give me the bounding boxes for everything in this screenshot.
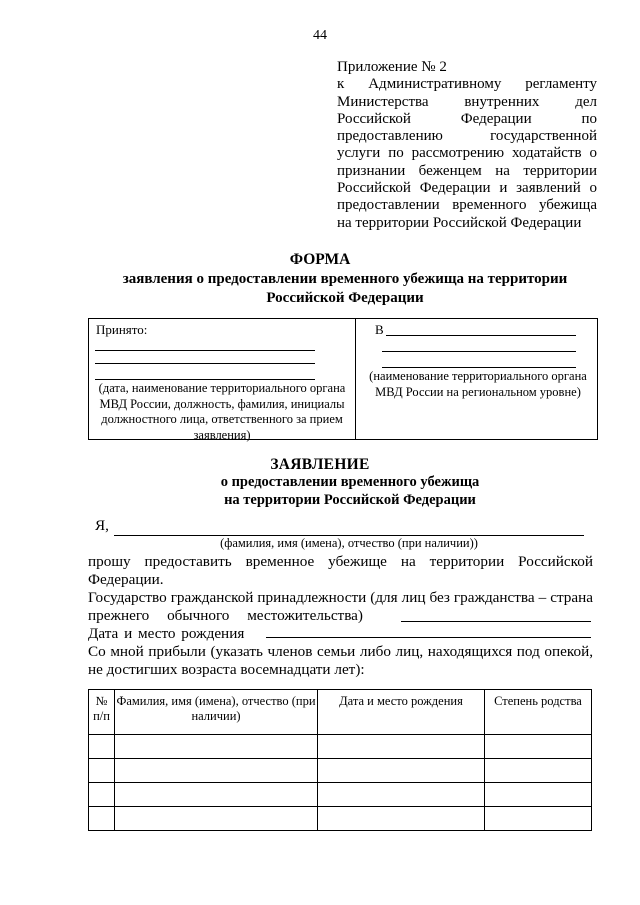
- appendix-line: предоставлению государственной: [337, 128, 597, 145]
- table-row: [89, 735, 592, 759]
- appendix-line: Российской Федерации по: [337, 110, 597, 127]
- accepted-line[interactable]: [95, 379, 315, 380]
- table-cell[interactable]: [89, 807, 115, 831]
- citizenship-line: Государство гражданской принадлежности (для лиц без гражданства – страна: [88, 589, 593, 606]
- table-header-row: [89, 690, 592, 735]
- appendix-line: признании беженцем на территории: [337, 162, 597, 179]
- form-subtitle: [100, 270, 590, 308]
- accepted-line[interactable]: [95, 350, 315, 351]
- to-line[interactable]: [386, 335, 576, 336]
- table-row: [89, 783, 592, 807]
- appendix-line: услуги по рассмотрению ходатайств о: [337, 145, 597, 162]
- table-cell[interactable]: [115, 759, 318, 783]
- appendix-line: Приложение № 2: [337, 59, 447, 75]
- table-cell[interactable]: [485, 783, 592, 807]
- table-row: [89, 759, 592, 783]
- request-line: прошу предоставить временное убежище на территории Российской: [88, 553, 593, 570]
- application-subtitle-line: о предоставлении временного убежища: [220, 474, 480, 490]
- to-line[interactable]: [382, 367, 576, 368]
- fio-caption: (фамилия, имя (имена), отчество (при наличии)): [220, 536, 478, 550]
- table-cell[interactable]: [115, 807, 318, 831]
- arrived-line: Со мной прибыли (указать членов семьи либо лиц, находящихся под опекой,: [88, 643, 593, 660]
- to-caption: (наименование территориального органа МВД России на региональном уровне): [369, 369, 587, 399]
- appendix-line: к Административному регламенту: [337, 76, 597, 93]
- table-cell[interactable]: [318, 759, 485, 783]
- col-relation-header: Степень родства: [485, 690, 592, 735]
- birth-blank-line[interactable]: [266, 637, 591, 638]
- receipt-divider: [355, 319, 356, 439]
- form-subtitle-line: заявления о предоставлении временного убежища на территории: [122, 271, 568, 287]
- ya-label: Я,: [95, 517, 109, 534]
- form-subtitle-line: Российской Федерации: [266, 290, 424, 306]
- accepted-label: Принято:: [96, 322, 148, 337]
- table-cell[interactable]: [115, 783, 318, 807]
- members-table: [88, 689, 592, 831]
- table-row: [89, 807, 592, 831]
- to-line[interactable]: [382, 351, 576, 352]
- citizenship-blank-line[interactable]: [401, 621, 591, 622]
- birth-label: Дата и место рождения: [88, 625, 245, 642]
- accepted-line[interactable]: [95, 363, 315, 364]
- page-number: 44: [313, 28, 327, 43]
- application-subtitle-line: на территории Российской Федерации: [224, 492, 476, 508]
- table-cell[interactable]: [89, 735, 115, 759]
- request-line: Федерации.: [88, 571, 164, 588]
- form-title: ФОРМА: [289, 251, 351, 268]
- application-subtitle: [150, 473, 550, 509]
- table-cell[interactable]: [89, 783, 115, 807]
- table-cell[interactable]: [485, 759, 592, 783]
- table-cell[interactable]: [485, 807, 592, 831]
- table-cell[interactable]: [318, 807, 485, 831]
- arrived-line: не достигших возраста восемнадцати лет):: [88, 661, 365, 678]
- receipt-box: [88, 318, 598, 440]
- appendix-line: Министерства внутренних дел: [337, 93, 597, 110]
- table-cell[interactable]: [318, 735, 485, 759]
- table-cell[interactable]: [115, 735, 318, 759]
- appendix-line: предоставлении временного убежища: [337, 197, 597, 214]
- col-birth-header: Дата и место рождения: [318, 690, 485, 735]
- request-paragraph: [88, 553, 593, 679]
- table-cell[interactable]: [89, 759, 115, 783]
- appendix-line: на территории Российской Федерации: [337, 214, 582, 231]
- table-cell[interactable]: [485, 735, 592, 759]
- to-label: В: [375, 322, 384, 337]
- table-cell[interactable]: [318, 783, 485, 807]
- citizenship-line: прежнего обычного местожительства): [88, 607, 363, 624]
- appendix-note: [337, 59, 597, 232]
- appendix-line: Российской Федерации и заявлений о: [337, 180, 597, 197]
- accepted-caption: (дата, наименование территориального органа МВД России, должность, фамилия, инициалы должностного лица, ответственного за прием заявления): [98, 381, 346, 442]
- application-title: ЗАЯВЛЕНИЕ: [270, 456, 370, 473]
- col-name-header: Фамилия, имя (имена), отчество (при наличии): [115, 690, 318, 735]
- col-number-header: № п/п: [89, 690, 115, 735]
